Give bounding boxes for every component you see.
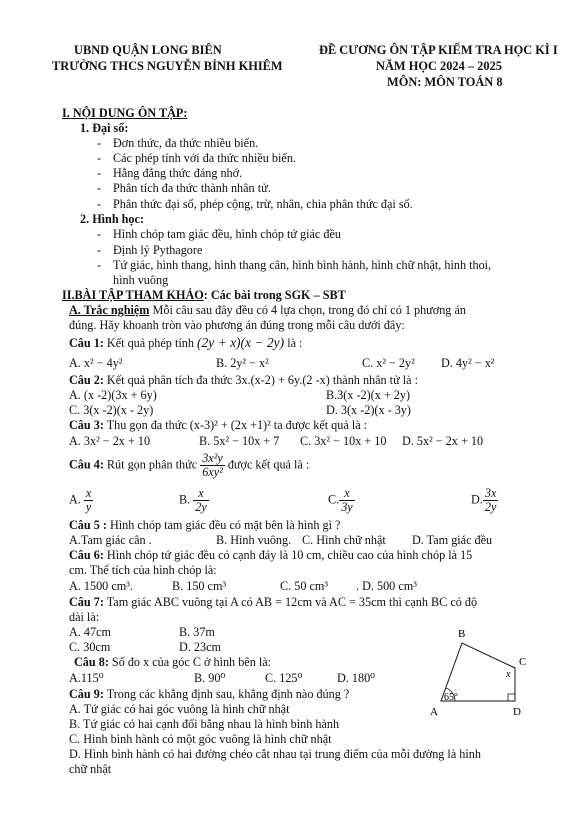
list-item-text: Hình chóp tam giác đều, hình chóp tứ giác đều — [113, 227, 341, 241]
q1-option-a: A. x² − 4y² — [69, 356, 123, 370]
angle-label-65: 65° — [444, 692, 458, 703]
section2-title — [62, 288, 346, 303]
list-item: - — [97, 258, 102, 272]
list-item-text: Đơn thức, đa thức nhiều biến. — [113, 136, 259, 150]
q6-label: Câu 6: — [69, 548, 104, 562]
q3-stem: Thu gọn đa thức (x-3)² + (2x +1)² ta được kết quả là : — [106, 418, 368, 432]
question-3 — [69, 418, 367, 433]
question-2 — [69, 373, 418, 388]
q9-label: Câu 9: — [69, 687, 104, 701]
q6-option-c: C. 50 cm³ — [280, 579, 329, 593]
header-left-line1: UBND QUẬN LONG BIÊN — [74, 43, 222, 57]
q6-stem-line2: cm. Thể tích của hình chóp là: — [69, 563, 217, 577]
q6-option-d: . D. 500 cm³ — [356, 579, 417, 593]
q5-label: Câu 5 : — [69, 518, 107, 532]
q4-option-b — [179, 487, 209, 514]
q3-option-a: A. 3x² − 2x + 10 — [69, 434, 151, 448]
q8-option-d: D. 180⁰ — [337, 671, 376, 685]
q4-frac-den: 6xy² — [202, 465, 223, 479]
header-right-line3: MÔN: MÔN TOÁN 8 — [387, 75, 503, 89]
q4-d-label: D. — [471, 492, 483, 507]
section1-title: I. NỘI DUNG ÔN TẬP: — [62, 106, 188, 120]
q7-stem-line2: dài là: — [69, 610, 100, 624]
q2-stem: Kết quả phân tích đa thức 3x.(x-2) + 6y.(2 -x) thành nhân tử là : — [106, 373, 418, 387]
q3-option-c: C. 3x² − 10x + 10 — [300, 434, 387, 448]
list-item: - — [97, 227, 102, 241]
q7-option-a: A. 47cm — [69, 625, 111, 639]
q9-option-b: B. Tứ giác có hai cạnh đối bằng nhau là hình bình hành — [69, 717, 340, 731]
q4-fraction — [200, 452, 225, 479]
partA-line2: đúng. Hãy khoanh tròn vào phương án đúng trong mỗi câu dưới đây: — [69, 318, 405, 332]
section2-title-rest: : Các bài trong SGK – SBT — [203, 288, 346, 302]
q8-option-a: A.115⁰ — [69, 671, 104, 685]
q8-option-c: C. 125⁰ — [265, 671, 303, 685]
list-item-text: Các phép tính với đa thức nhiều biến. — [113, 151, 296, 165]
q2-option-a: A. (x -2)(3x + 6y) — [69, 388, 157, 402]
q8-label: Câu 8: — [74, 655, 109, 669]
header-left-line2: TRƯỜNG THCS NGUYỄN BỈNH KHIÊM — [52, 59, 283, 73]
q4-d-frac — [483, 487, 499, 514]
q9-option-a: A. Tứ giác có hai góc vuông là hình chữ nhật — [69, 702, 290, 716]
list-item-text: hình vuông — [113, 273, 169, 287]
partA-line1 — [69, 303, 466, 318]
q4-label: Câu 4: — [69, 457, 104, 472]
q1-stem: Kết quả phép tính — [106, 336, 194, 350]
q3-option-b: B. 5x² − 10x + 7 — [199, 434, 280, 448]
q4-frac-num: 3x²y — [202, 451, 223, 465]
q6-option-a: A. 1500 cm³. — [69, 579, 133, 593]
q4-c-label: C. — [328, 492, 340, 507]
vertex-label-b: B — [458, 628, 466, 640]
q4-b-frac — [193, 487, 209, 514]
q5-option-b: B. Hình vuông. — [216, 533, 292, 547]
q1-option-b: B. 2y² − x² — [216, 356, 269, 370]
algebra-title — [80, 121, 128, 136]
q5-option-a: A.Tam giác cân . — [69, 533, 152, 547]
list-item: - — [97, 151, 102, 165]
q5-option-d: D. Tam giác đều — [412, 533, 493, 547]
question-4 — [69, 452, 309, 479]
q4-tail: được kết quả là : — [227, 457, 310, 472]
vertex-label-c: C — [519, 656, 527, 668]
vertex-label-d: D — [513, 706, 521, 715]
q2-option-c: C. 3(x -2)(x - 2y) — [69, 403, 154, 417]
q6-option-b: B. 150 cm³ — [172, 579, 227, 593]
q1-option-d: D. 4y² − x² — [441, 356, 495, 370]
q4-c-den: 3y — [341, 500, 353, 514]
section2-title-main: II.BÀI TẬP THAM KHẢO — [62, 288, 204, 302]
header-right-line1: ĐỀ CƯƠNG ÔN TẬP KIỂM TRA HỌC KÌ I — [319, 43, 558, 57]
q4-c-num: x — [339, 487, 355, 501]
list-item: - — [97, 243, 102, 257]
algebra-title-text: 1. Đại số: — [80, 121, 129, 135]
q4-a-frac — [84, 487, 93, 514]
question-9 — [69, 687, 349, 702]
q7-label: Câu 7: — [69, 595, 104, 609]
list-item-text: Hằng đẳng thức đáng nhớ. — [113, 166, 243, 180]
q7-option-d: D. 23cm — [179, 640, 221, 654]
q7-stem: Tam giác ABC vuông tại A có AB = 12cm và AC = 35cm thì cạnh BC có độ — [106, 595, 478, 609]
q2-option-b: B.3(x -2)(x + 2y) — [326, 388, 411, 402]
q6-stem: Hình chóp tứ giác đều có cạnh đáy là 10 cm, chiều cao của hình chóp là 15 — [106, 548, 473, 562]
q5-stem: Hình chóp tam giác đều có mặt bên là hình gì ? — [109, 518, 341, 532]
list-item: - — [97, 136, 102, 150]
question-7 — [69, 595, 477, 610]
q1-tail: là : — [287, 336, 303, 350]
q8-stem: Số đo x của góc C ở hình bên là: — [111, 655, 272, 669]
q1-label: Câu 1: — [69, 336, 104, 350]
q3-label: Câu 3: — [69, 418, 104, 432]
q7-option-b: B. 37m — [179, 625, 215, 639]
geometry-title: 2. Hình học: — [80, 212, 144, 226]
q4-d-num: 3x — [484, 486, 497, 500]
list-item-text: Tứ giác, hình thang, hình thang cân, hình bình hành, hình chữ nhật, hình thoi, — [113, 258, 492, 272]
question-1 — [69, 335, 302, 351]
q4-option-a — [69, 487, 93, 514]
q5-option-c: C. Hình chữ nhật — [302, 533, 386, 547]
q4-a-label: A. — [69, 492, 81, 507]
question-8 — [74, 655, 271, 670]
q2-option-d: D. 3(x -2)(x - 3y) — [326, 403, 411, 417]
angle-label-x: x — [506, 669, 511, 680]
q3-option-d: D. 5x² − 2x + 10 — [402, 434, 484, 448]
right-angle-mark — [508, 694, 515, 701]
q9-stem: Trong các khẳng định sau, khẳng định nào đúng ? — [106, 687, 350, 701]
q4-a-den: y — [85, 500, 92, 514]
q7-option-c: C. 30cm — [69, 640, 111, 654]
q4-c-frac — [339, 487, 355, 514]
q1-option-c: C. x² − 2y² — [362, 356, 415, 370]
question-5 — [69, 518, 340, 533]
q4-b-label: B. — [179, 492, 191, 507]
list-item: - — [97, 181, 102, 195]
q4-stem: Rút gọn phân thức — [106, 457, 198, 472]
q9-option-c: C. Hình bình hành có một góc vuông là hình chữ nhật — [69, 732, 332, 746]
q4-d-den: 2y — [484, 500, 497, 514]
q2-label: Câu 2: — [69, 373, 104, 387]
q9-option-d-line2: chữ nhật — [69, 762, 112, 776]
q4-b-den: 2y — [195, 500, 207, 514]
header-right-line2: NĂM HỌC 2024 – 2025 — [376, 59, 502, 73]
q4-option-c — [328, 487, 355, 514]
list-item: - — [97, 197, 102, 211]
list-item-text: Phân tích đa thức thành nhân tử. — [113, 181, 271, 195]
q9-option-d: D. Hình bình hành có hai đường chéo cắt nhau tại trung điểm của mỗi đường là hình — [69, 747, 481, 761]
q4-a-num: x — [85, 486, 92, 500]
q4-b-num: x — [193, 487, 209, 501]
vertex-label-a: A — [430, 706, 438, 715]
q4-option-d — [471, 487, 498, 514]
partA-title: A. Trắc nghiệm — [69, 303, 150, 317]
list-item-text: Phân thức đại số, phép cộng, trừ, nhân, chia phân thức đại số. — [113, 197, 413, 211]
list-item-text: Định lý Pythagore — [113, 243, 203, 257]
q1-expr: (2y + x)(x − 2y) — [196, 335, 285, 350]
q8-option-b: B. 90⁰ — [194, 671, 226, 685]
question-6 — [69, 548, 472, 563]
list-item: - — [97, 166, 102, 180]
quadrilateral-figure — [420, 625, 530, 715]
partA-text: Mỗi câu sau đây đều có 4 lựa chọn, trong đó chỉ có 1 phương án — [152, 303, 466, 317]
